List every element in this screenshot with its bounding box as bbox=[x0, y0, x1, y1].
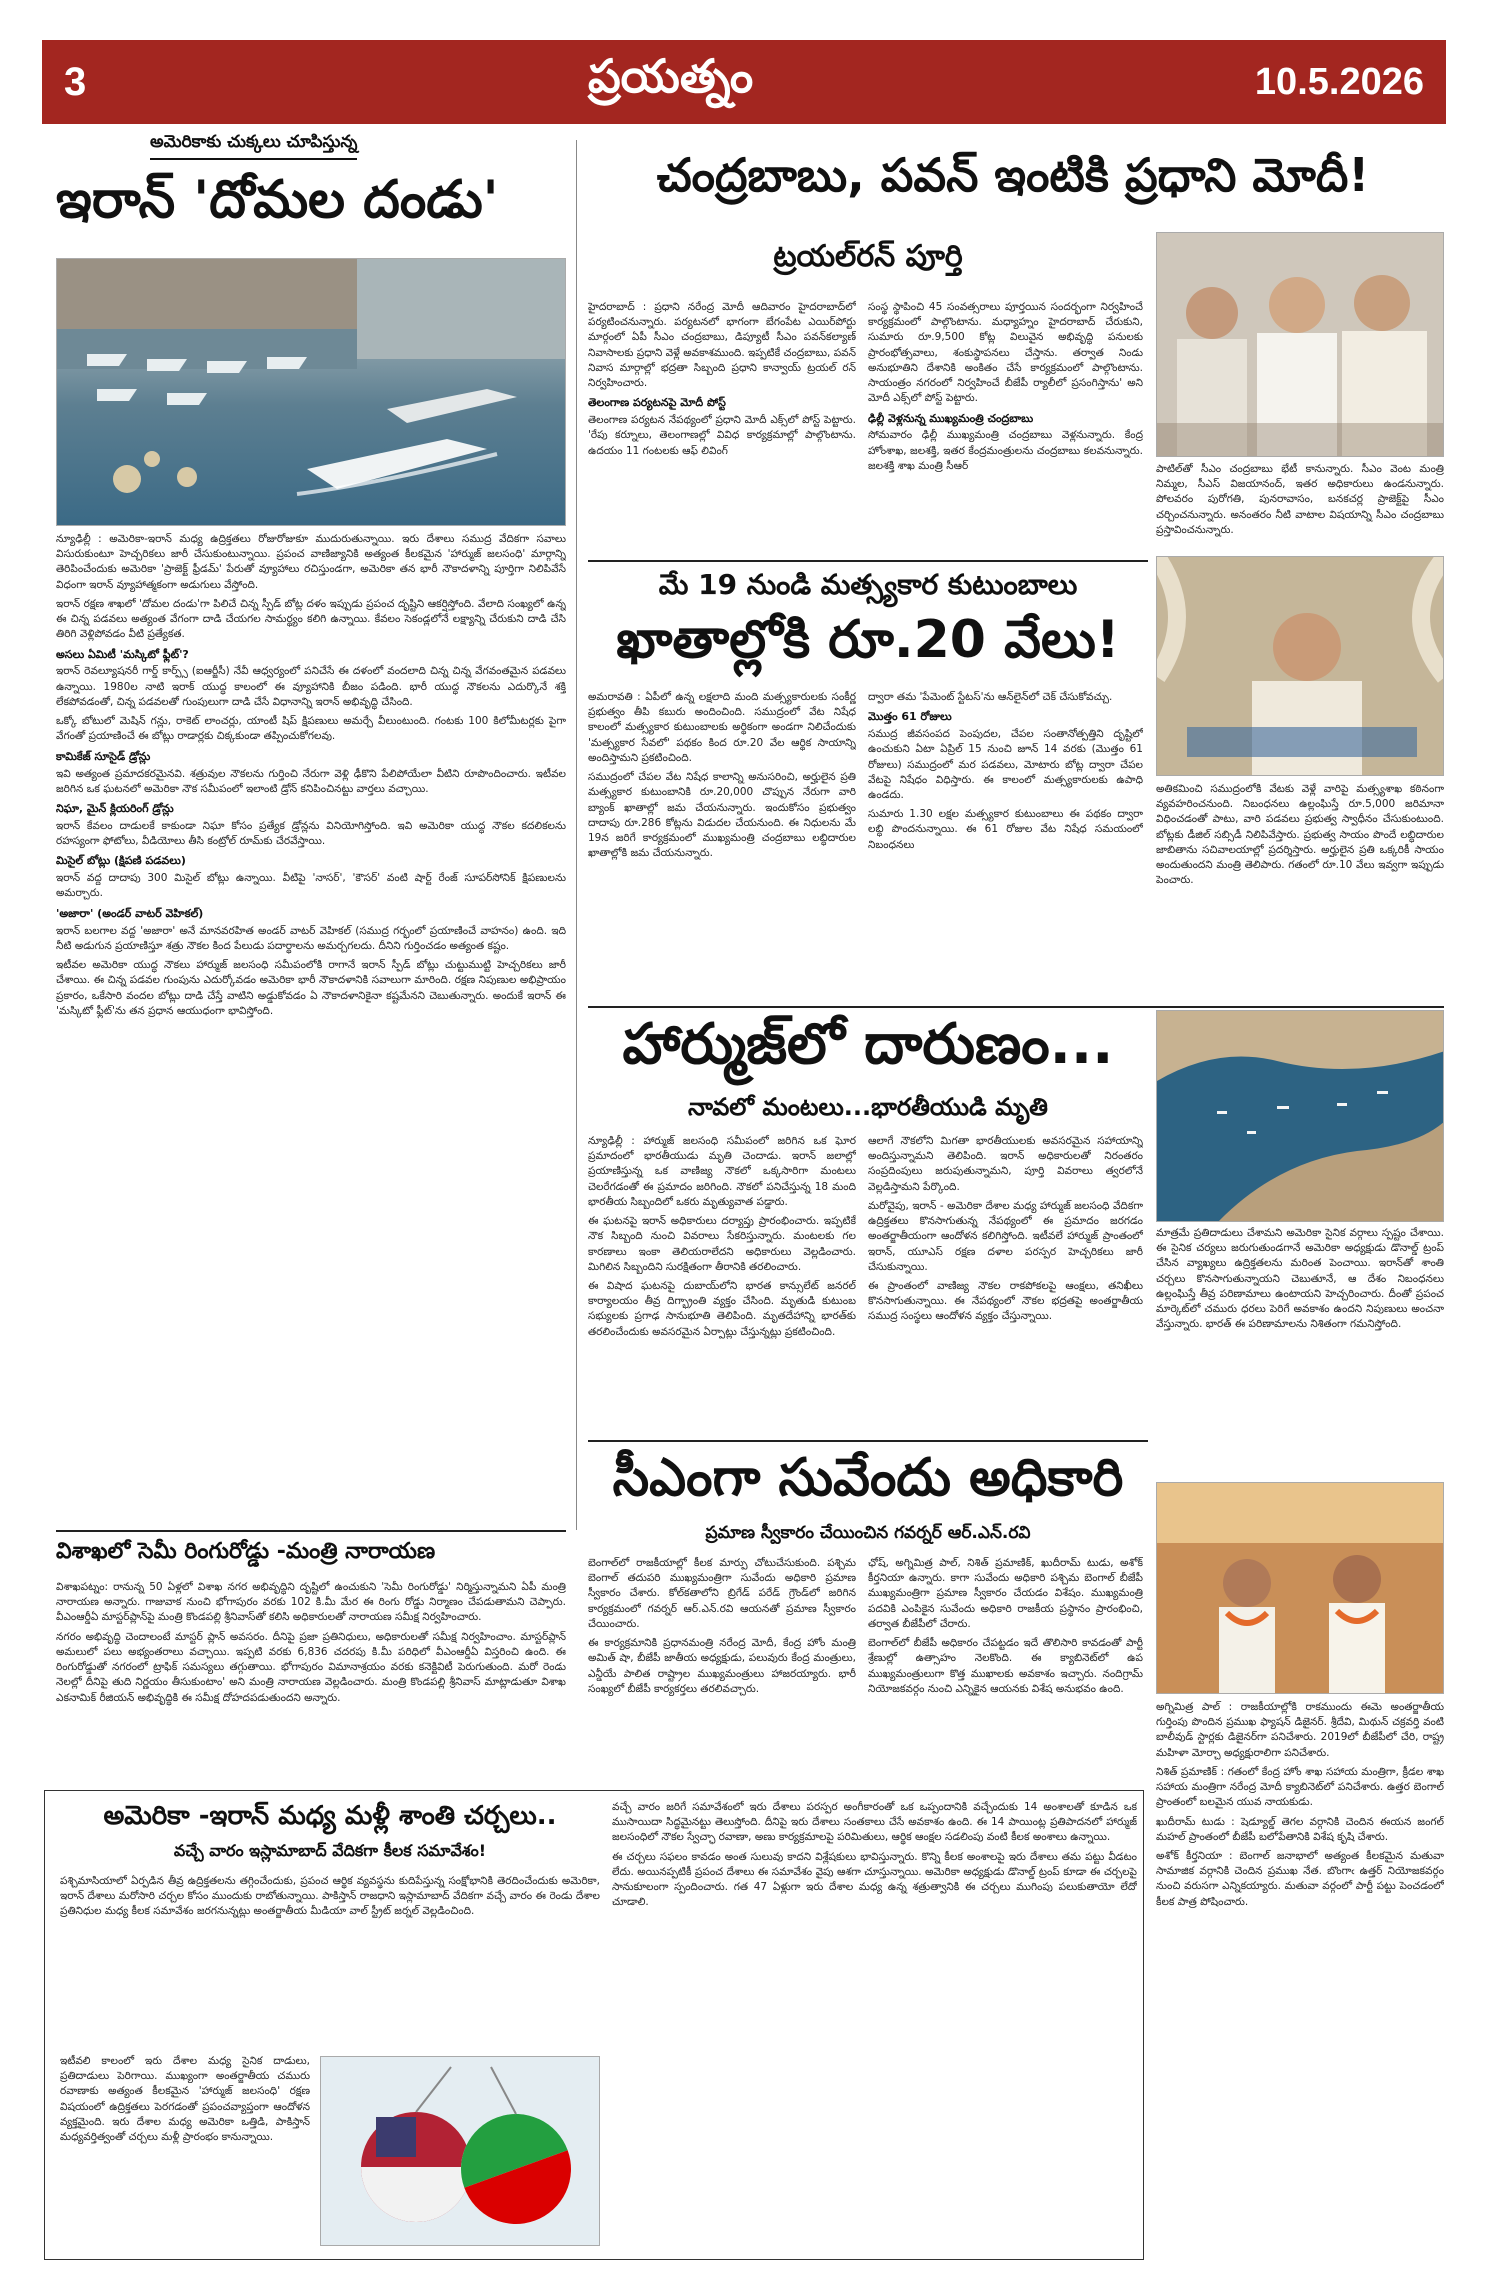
oath-ceremony-photo-icon bbox=[1157, 1483, 1444, 1694]
modi-para-3: సంస్థ స్థాపించి 45 సంవత్సరాలు పూర్తయిన సందర్భంగా నిర్వహించే కార్యక్రమంలో పాల్గొంటాను. మధ్యాహ్నం హైదరాబాద్ చేరుకుని, సుమారు రూ.9,500 కోట్ల విలువైన అభివృద్ధి పనులకు ప్రారంభోత్సవాలు, శంకుస్థాపనలు చేస్తాను. తర్వాత నిండు అనుభూతిని దేశానికి అంకితం చేసే కార్యక్రమంలో పాల్గొంటాను. సాయంత్రం నగరంలో నిర్వహించే బీజేపీ ర్యాలీలో ప్రసంగిస్తాను' అని మోదీ ఎక్స్‌లో పోస్ట్ పెట్టారు. bbox=[868, 301, 1143, 405]
modi-col-1 bbox=[588, 300, 856, 600]
suvendu-para-2: ఈ కార్యక్రమానికి ప్రధానమంత్రి నరేంద్ర మోదీ, కేంద్ర హోం మంత్రి అమిత్ షా, బీజేపీ జాతీయ అధ్యక్షుడు, పలువురు కేంద్ర మంత్రులు, ఎన్డీయే పాలిత రాష్ట్రాల ముఖ్యమంత్రులు హాజరయ్యారు. భారీ సంఖ్యలో బీజేపీ కార్యకర్తలు తరలివచ్చారు. bbox=[588, 1637, 856, 1695]
us-iran-flags-photo-icon bbox=[321, 2057, 600, 2246]
modi-subhead: ట్రయల్‌రన్ పూర్తి bbox=[773, 239, 963, 274]
peace-para-3: వచ్చే వారం జరిగే సమావేశంలో ఇరు దేశాలు పరస్పర అంగీకారంతో ఒక ఒప్పందానికి వచ్చేందుకు 14 అంశాలతో కూడిన ఒక ముసాయిదా సిద్ధమైనట్టు తెలుస్తోంది. దీనిపై ఇరు దేశాలు సంతకాలు చేసే అవకాశం ఉంది. ఈ 14 పాయింట్ల ప్రతిపాదనలో హార్ముజ్ జలసంధిలో నౌకల స్వేచ్ఛా రవాణా, అణు కార్యక్రమాలపై పరిమితులు, ఆర్థిక ఆంక్షల సడలింపు వంటి కీలక అంశాలు ఉన్నాయి. bbox=[612, 1801, 1137, 1844]
modi-para-4: సోమవారం ఢిల్లీ ముఖ్యమంత్రి చంద్రబాబు వెళ్లనున్నారు. కేంద్ర హోంశాఖ, జలశక్తి, ఇతర కేంద్రమంత్రులను చంద్రబాబు కలవనున్నారు. జలశక్తి శాఖ మంత్రి సీఆర్ bbox=[868, 429, 1143, 472]
fish-col-1 bbox=[588, 690, 856, 1000]
modi-caption: పాటిల్‌తో సీఎం చంద్రబాబు భేటీ కానున్నారు. సీఎం వెంట మంత్రి నిమ్మల, సీఎస్ విజయానంద్, ఇతర అధికారులు ఉండనున్నారు. పోలవరం పురోగతి, పునరావాసం, బనకచర్ల ప్రాజెక్ట్‌పై సీఎం చర్చించనున్నారు. అనంతరం నీటి వాటాల విషయాన్ని సీఎం చంద్రబాబు ప్రస్తావించనున్నారు. bbox=[1156, 463, 1444, 536]
vizag-para-2: నగరం అభివృద్ధి చెందాలంటే మాస్టర్ ప్లాన్ అవసరం. దీనిపై ప్రజా ప్రతినిధులు, అధికారులతో సమీక్ష నిర్వహించాం. మాస్టర్‌ప్లాన్ అమలులో పలు అభ్యంతరాలు వచ్చాయి. ఇప్పటి వరకు 6,836 చదరపు కి.మీ పరిధిలో వీఎంఆర్డీఏ విస్తరించి ఉంది. ఈ రింగురోడ్డుతో నగరంలో ట్రాఫిక్ సమస్యలు తగ్గుతాయి. భోగాపురం విమానాశ్రయం వరకు కనెక్టివిటీ పెరుగుతుంది. మరో రెండు నెలల్లో దీనిపై తుది నిర్ణయం తీసుకుంటాం' అని మంత్రి నారాయణ వెల్లడించారు. మంత్రి కొండపల్లి శ్రీనివాస్ మాట్లాడుతూ విశాఖ ఎకనామిక్ రీజియన్ అభివృద్ధికి ఈ సమీక్ష దోహదపడుతుందని అన్నారు. bbox=[56, 1630, 566, 1704]
fish-para-3: ద్వారా తమ 'పేమెంట్ స్టేటస్'ను ఆన్‌లైన్‌లో చెక్ చేసుకోవచ్చు. bbox=[868, 691, 1113, 703]
modi-col-2 bbox=[868, 300, 1143, 600]
iran-sub-4: మిసైల్ బోట్లు (క్షిపణి పడవలు) bbox=[56, 854, 186, 868]
modi-sub-2: ఢిల్లీ వెళ్లనున్న ముఖ్యమంత్రి చంద్రబాబు bbox=[868, 411, 1034, 425]
iran-kicker: అమెరికాకు చుక్కలు చూపిస్తున్న bbox=[150, 132, 357, 160]
speedboats-photo bbox=[56, 258, 566, 526]
iran-headline: ఇరాన్ 'దోమల దండు' bbox=[56, 170, 499, 230]
suvendu-para-4: బెంగాల్‌లో బీజేపీ అధికారం చేపట్టడం ఇదే తొలిసారి కావడంతో పార్టీ శ్రేణుల్లో ఉత్సాహం నెలకొంది. ఈ క్యాబినెట్‌లో ఉప ముఖ్యమంత్రులుగా కొత్త ముఖాలకు అవకాశం ఇచ్చారు. నందిగ్రామ్ నియోజకవర్గం నుంచి ఎన్నికైన ఆయనకు విశేష అనుభవం ఉంది. bbox=[868, 1637, 1143, 1695]
fish-sub-1: మొత్తం 61 రోజులు bbox=[868, 710, 952, 724]
vizag-para-1: విశాఖపట్నం: రానున్న 50 ఏళ్లలో విశాఖ నగర అభివృద్ధిని దృష్టిలో ఉంచుకుని 'సెమీ రింగురోడ్డు' నిర్మిస్తున్నామని ఏపీ మంత్రి నారాయణ అన్నారు. గాజువాక నుంచి భోగాపురం వరకు 102 కి.మీ మేర ఈ రింగు రోడ్డు నిర్మాణం చేపడుతామని చెప్పారు. వీఎంఆర్డీఏ మాస్టర్‌ప్లాన్‌పై మంత్రి కొండపల్లి శ్రీనివాస్‌తో కలిసి అధికారులతో నారాయణ సమీక్ష నిర్వహించారు. bbox=[56, 1581, 566, 1624]
divider-fish bbox=[588, 1006, 1444, 1008]
peace-para-1: పశ్చిమాసియాలో ఏర్పడిన తీవ్ర ఉద్రిక్తతలను తగ్గించేందుకు, ప్రపంచ ఆర్థిక వ్యవస్థను కుదిపేస్తున్న సంక్షోభానికి తెరదించేందుకు అమెరికా, ఇరాన్ దేశాలు మరోసారి చర్చల కోసం ముందుకు రాబోతున్నాయి. పాకిస్తాన్ రాజధాని ఇస్లామాబాద్ వేదికగా వచ్చే వారం ఈ రెండు దేశాల ప్రతినిధుల మధ్య కీలక సమావేశం జరగనున్నట్లు అంతర్జాతీయ మీడియా వాల్ స్ట్రీట్ జర్నల్ వెల్లడించింది. bbox=[60, 1875, 600, 1918]
newspaper-name: ప్రయత్నం bbox=[587, 49, 754, 103]
fish-col-2 bbox=[868, 690, 1143, 1000]
hormuz-para-6: ఈ ప్రాంతంలో వాణిజ్య నౌకల రాకపోకలపై ఆంక్షలు, తనిఖీలు కొనసాగుతున్నాయి. ఈ నేపథ్యంలో నౌకల భద్రతపై అంతర్జాతీయ సముద్ర సంస్థలు ఆందోళన వ్యక్తం చేస్తున్నాయి. bbox=[868, 1279, 1143, 1323]
side-para-4: అశోక్ కీర్తనియా : బెంగాల్ జనాభాలో అత్యంత కీలకమైన మతువా సామాజిక వర్గానికి చెందిన ప్రముఖ నేత. బొంగాఁ ఉత్తర్ నియోజకవర్గం నుంచి వరుసగా ఎన్నికయ్యారు. మతువా వర్గంలో పార్టీ పట్టు పెంచడంలో కీలక పాత్ర పోషించారు. bbox=[1156, 1849, 1444, 1908]
iran-para-6: ఇరాన్ కేవలం దాడులకే కాకుండా నిఘా కోసం ప్రత్యేక డ్రోన్లను వినియోగిస్తోంది. ఇవి అమెరికా యుద్ధ నౌకల కదలికలను రహస్యంగా ఫోటోలు, వీడియోలు తీసి కంట్రోల్ రూమ్‌కు చేరవేస్తాయి. bbox=[56, 819, 566, 848]
iran-sub-5: 'అజారా' (అండర్ వాటర్ వెహికల్) bbox=[56, 906, 204, 920]
suvendu-col-1 bbox=[588, 1556, 856, 1778]
peace-body-bottom bbox=[60, 2054, 310, 2250]
fish-para-1: అమరావతి : ఏపీలో ఉన్న లక్షలాది మంది మత్స్యకారులకు సంకీర్ణ ప్రభుత్వం తీపి కబురు అందించింది. సముద్రంలో వేట నిషేధ కాలంలో మత్స్యకార కుటుంబాలకు అర్థికంగా అండగా నిలిచేందుకు 'మత్స్యకార సేవలో' పథకం కింద రూ.20 వేల ఆర్థిక సాయాన్ని అందిస్తామని ప్రకటించింది. bbox=[588, 691, 856, 764]
leaders-photo-icon bbox=[1157, 233, 1444, 457]
hormuz-para-5: మరోవైపు, ఇరాన్ - అమెరికా దేశాల మధ్య హార్ముజ్ జలసంధి వేదికగా ఉద్రిక్తతలు కొనసాగుతున్న నేపథ్యంలో ఈ ప్రమాదం జరగడం అంతర్జాతీయంగా ఆందోళన కలిగిస్తోంది. ఇటీవలే హార్ముజ్ ప్రాంతంలో ఇరాన్, యూఎస్ రక్షణ దళాల పరస్పర హెచ్చరికలు జారీ చేసుకున్నాయి. bbox=[868, 1199, 1143, 1273]
modi-para-2: తెలంగాణ పర్యటన నేపథ్యంలో ప్రధాని మోదీ ఎక్స్‌లో పోస్ట్ పెట్టారు. 'రేపు కర్నూలు, తెలంగాణల్లో వివిధ కార్యక్రమాల్లో పాల్గొంటాను. ఉదయం 11 గంటలకు ఆఫ్ లివింగ్ bbox=[588, 414, 856, 457]
hormuz-photo bbox=[1156, 1010, 1444, 1222]
modi-photo bbox=[1156, 232, 1444, 457]
hormuz-para-3: ఈ విషాద ఘటనపై దుబాయ్‌లోని భారత కాన్సులేట్ జనరల్ కార్యాలయం తీవ్ర దిగ్భ్రాంతి వ్యక్తం చేసింది. మృతుడి కుటుంబ సభ్యులకు ప్రగాఢ సానుభూతి తెలిపింది. మృతదేహాన్ని భారత్‌కు తరలించేందుకు అవసరమైన ఏర్పాట్లు చేస్తున్నట్లు ప్రకటించింది. bbox=[588, 1279, 856, 1338]
iran-sub-2: కామికేజ్ సూసైడ్ డ్రోన్లు bbox=[56, 749, 151, 763]
masthead bbox=[42, 40, 1446, 124]
peace-photo bbox=[320, 2056, 600, 2246]
iran-para-8: ఇరాన్ బలగాల వద్ద 'అజారా' అనే మానవరహిత అండర్ వాటర్ వెహికల్ (సముద్ర గర్భంలో ప్రయాణించే వాహనం) ఉంది. ఇది నీటి అడుగున ప్రయాణిస్తూ శత్రు నౌకల కింద పేలుడు పదార్థాలను అమర్చగలదు. దీనిని గుర్తించడం అత్యంత కష్టం. bbox=[56, 924, 566, 952]
hormuz-headline: హార్ముజ్‌లో దారుణం... bbox=[622, 1012, 1114, 1077]
iran-para-1: న్యూఢిల్లీ : అమెరికా-ఇరాన్ మధ్య ఉద్రిక్తతలు రోజురోజుకూ ముదురుతున్నాయి. ఇరు దేశాలు సముద్ర వేదికగా సవాలు విసురుకుంటూ హెచ్చరికలు జారీ చేసుకుంటున్నాయి. ప్రపంచ వాణిజ్యానికి అత్యంత కీలకమైన 'హార్ముజ్ జలసంధి' మార్గాన్ని తెరిపించేందుకు అమెరికా 'ప్రాజెక్ట్ ఫ్రీడమ్' పేరుతో వ్యూహాలు రచిస్తుండగా, అమెరికా తన భారీ నౌకాదళాన్ని పూర్తిగా నిలిపివేసే విధంగా ఇరాన్ వ్యూహాత్మకంగా అడుగులు వేస్తోంది. bbox=[56, 533, 566, 591]
side-para-2: నిశిత్ ప్రమాణిక్ : గతంలో కేంద్ర హోం శాఖ సహాయ మంత్రిగా, క్రీడల శాఖ సహాయ మంత్రిగా నరేంద్ర మోదీ క్యాబినెట్‌లో పనిచేశారు. ఉత్తర బెంగాల్ ప్రాంతంలో బలమైన యువ నాయకుడు. bbox=[1156, 1765, 1444, 1809]
hormuz-para-4: ఆలాగే నౌకలోని మిగతా భారతీయులకు అవసరమైన సహాయాన్ని అందిస్తున్నామని తెలిపింది. ఇరాన్ అధికారులతో నిరంతరం సంప్రదింపులు జరుపుతున్నామని, పూర్తి వివరాలు త్వరలోనే వెల్లడిస్తామని పేర్కొంది. bbox=[868, 1135, 1143, 1193]
peace-body-top bbox=[60, 1874, 600, 2054]
suvendu-side-col bbox=[1156, 1700, 1444, 2260]
side-para-3: ఖుదీరామ్ టుడు : షెడ్యూల్డ్ తెగల వర్గానికి చెందిన ఈయన జంగల్ మహల్ ప్రాంతంలో బీజేపీ బలోపేతానికి విశేష కృషి చేశారు. bbox=[1156, 1815, 1444, 1843]
iran-sub-1: అసలు ఏమిటీ 'మస్కిటో ఫ్లీట్'? bbox=[56, 647, 189, 661]
suvendu-para-1: బెంగాల్‌లో రాజకీయాల్లో కీలక మార్పు చోటుచేసుకుంది. పశ్చిమ బెంగాల్ తదుపరి ముఖ్యమంత్రిగా సువేందు అధికారి ప్రమాణ స్వీకారం చేశారు. కోల్‌కతాలోని బ్రిగేడ్ పరేడ్ గ్రౌండ్‌లో జరిగిన కార్యక్రమంలో గవర్నర్ ఆర్.ఎన్.రవి ఆయనతో ప్రమాణ స్వీకారం చేయించారు. bbox=[588, 1557, 856, 1630]
cm-photo bbox=[1156, 556, 1444, 776]
peace-headline: అమెరికా -ఇరాన్ మధ్య మళ్లీ శాంతి చర్చలు.. bbox=[103, 1801, 557, 1831]
iran-para-2: ఇరాన్ రక్షణ శాఖలో 'దోమల దండు'గా పిలిచే చిన్న స్పీడ్ బోట్ల దళం ఇప్పుడు ప్రపంచ దృష్టిని ఆకర్షిస్తోంది. వేలాది సంఖ్యలో ఉన్న ఈ చిన్న పడవలు అత్యంత వేగంగా దాడి చేయగల సామర్థ్యం కలిగి ఉన్నాయి. కేవలం సెకండ్లలోనే లక్ష్యాన్ని చేరుకుని దాడి చేసి తిరిగి వెళ్లిపోవడం వీటి ప్రత్యేకత. bbox=[56, 597, 566, 641]
hormuz-para-1: న్యూఢిల్లీ : హార్ముజ్ జలసంధి సమీపంలో జరిగిన ఒక ఘోర ప్రమాదంలో భారతీయుడు మృతి చెందాడు. ఇరాన్ జలాల్లో ప్రయాణిస్తున్న ఒక వాణిజ్య నౌకలో ఒక్కసారిగా మంటలు చెలరేగడంతో ఈ ప్రమాదం జరిగింది. నౌకలో పనిచేస్తున్న 18 మంది భారతీయ సిబ్బందిలో ఒకరు మృత్యువాత పడ్డారు. bbox=[588, 1135, 856, 1208]
suvendu-subhead: ప్రమాణ స్వీకారం చేయించిన గవర్నర్ ఆర్.ఎన్.రవి bbox=[705, 1523, 1031, 1543]
iran-kicker-wrap bbox=[150, 132, 357, 160]
strait-aerial-photo-icon bbox=[1157, 1011, 1444, 1222]
fish-para-4: సముద్ర జీవసంపద పెంపుదల, చేపల సంతానోత్పత్తిని దృష్టిలో ఉంచుకుని ఏటా ఏప్రిల్ 15 నుంచి జూన్ 14 వరకు (మొత్తం 61 రోజులు) సముద్రంలో మర పడవలు, మోటారు బోట్ల ద్వారా చేపల వేటపై నిషేధం విధిస్తారు. ఈ కాలంలో మత్స్యకారులకు ఉపాధి ఉండదు. bbox=[868, 728, 1143, 802]
hormuz-para-2: ఈ ఘటనపై ఇరాన్ అధికారులు దర్యాప్తు ప్రారంభించారు. ఇప్పటికే నౌక సిబ్బంది నుంచి వివరాలు సేకరిస్తున్నారు. మంటలకు గల కారణాలు ఇంకా తెలియరాలేదని అధికారులు వెల్లడించారు. మిగిలిన సిబ్బందిని సురక్షితంగా తీరానికి తరలించారు. bbox=[588, 1215, 856, 1273]
side-para-1: అగ్నిమిత్ర పాల్ : రాజకీయాల్లోకి రాకముందు ఈమె అంతర్జాతీయ గుర్తింపు పొందిన ప్రముఖ ఫ్యాషన్ డిజైనర్. శ్రీదేవి, మిథున్ చక్రవర్తి వంటి బాలీవుడ్ స్టార్లకు డిజైనర్‌గా పనిచేశారు. 2019లో బీజేపీలో చేరి, రాష్ట్ర మహిళా మోర్చా అధ్యక్షురాలిగా పనిచేశారు. bbox=[1156, 1701, 1444, 1759]
iran-para-9: ఇటీవల అమెరికా యుద్ధ నౌకలు హార్ముజ్ జలసంధి సమీపంలోకి రాగానే ఇరాన్ స్పీడ్ బోట్లు చుట్టుముట్టి హెచ్చరికలు జారీ చేశాయి. ఈ చిన్న పడవల గుంపును ఎదుర్కోవడం అమెరికా భారీ నౌకాదళానికి సవాలుగా మారింది. రక్షణ నిపుణుల అభిప్రాయం ప్రకారం, ఒకేసారి వందల బోట్లు దాడి చేస్తే వాటిని అడ్డుకోవడం ఏ నౌకాదళానికైనా కష్టమేనని చెబుతున్నారు. అందుకే ఇరాన్ ఈ 'మస్కిటో ఫ్లీట్'ను తన ప్రధాన ఆయుధంగా భావిస్తోంది. bbox=[56, 959, 566, 1017]
fish-headline: ఖాతాల్లోకి రూ.20 వేలు! bbox=[616, 610, 1120, 670]
speedboats-photo-icon bbox=[57, 259, 566, 526]
iran-body bbox=[56, 532, 566, 1522]
modi-sub-1: తెలంగాణ పర్యటనపై మోదీ పోస్ట్ bbox=[588, 396, 726, 410]
hormuz-subhead: నావలో మంటలు...భారతీయుడి మృతి bbox=[688, 1093, 1048, 1121]
suvendu-headline: సీఎంగా సువేందు అధికారి bbox=[612, 1448, 1124, 1508]
iran-para-7: ఇరాన్ వద్ద దాదాపు 300 మిసైల్ బోట్లు ఉన్నాయి. వీటిపై 'నాసర్', 'కౌసర్' వంటి షార్ట్ రేంజ్ సూపర్‌సోనిక్ క్షిపణులను అమర్చారు. bbox=[56, 872, 566, 900]
peace-para-2: ఇటీవలి కాలంలో ఇరు దేశాల మధ్య సైనిక దాడులు, ప్రతిదాడులు పెరిగాయి. ముఖ్యంగా అంతర్జాతీయ చమురు రవాణాకు అత్యంత కీలకమైన 'హార్ముజ్ జలసంధి' రక్షణ విషయంలో ఉద్రిక్తతలు పెరగడంతో ప్రపంచవ్యాప్తంగా ఆందోళన వ్యక్తమైంది. ఇరు దేశాల మధ్య అమెరికా ఒత్తిడి, పాకిస్తాన్ మధ్యవర్తిత్వంతో చర్చలు మళ్లీ ప్రారంభం కానున్నాయి. bbox=[60, 2055, 310, 2144]
modi-headline: చంద్రబాబు, పవన్ ఇంటికి ప్రధాని మోదీ! bbox=[656, 148, 1370, 202]
peace-para-4: ఈ చర్చలు సఫలం కావడం అంత సులువు కాదని విశ్లేషకులు భావిస్తున్నారు. కొన్ని కీలక అంశాలపై ఇరు దేశాలు తమ పట్టు వీడటం లేదు. అయినప్పటికీ ప్రపంచ దేశాలు ఈ సమావేశం వైపు ఆశగా చూస్తున్నాయి. అమెరికా అధ్యక్షుడు డొనాల్డ్ ట్రంప్ కూడా ఈ చర్చలపై సానుకూలంగా స్పందించారు. గత 47 ఏళ్లుగా ఇరు దేశాల మధ్య ఉన్న శత్రుత్వానికి ఈ చర్చలు ముగింపు పలుకుతాయో లేదో చూడాలి. bbox=[612, 1850, 1137, 1909]
suvendu-photo bbox=[1156, 1482, 1444, 1694]
fish-kicker: మే 19 నుండి మత్స్యకార కుటుంబాలు bbox=[658, 568, 1078, 601]
iran-sub-3: నిఘా, మైన్ క్లియరింగ్ డ్రోన్లు bbox=[56, 801, 174, 815]
issue-date: 10.5.2026 bbox=[1254, 60, 1424, 103]
modi-para-1: హైదరాబాద్ : ప్రధాని నరేంద్ర మోదీ ఆదివారం హైదరాబాద్‌లో పర్యటించనున్నారు. పర్యటనలో భాగంగా బేగంపేట ఎయిర్‌పోర్టు మార్గంలో ఏపీ సీఎం చంద్రబాబు, డిప్యూటీ సీఎం పవన్‌కల్యాణ్ నివాసాలకు ప్రధాని వెళ్లే అవకాశముంది. ఇప్పటికే చంద్రబాబు, పవన్ నివాస మార్గాల్లో భద్రతా సిబ్బంది ప్రధాని కాన్వాయ్ ట్రయల్ రన్ నిర్వహించారు. bbox=[588, 301, 856, 390]
hormuz-col-1 bbox=[588, 1134, 856, 1434]
vizag-body bbox=[56, 1580, 566, 1780]
iran-para-5: ఇవి అత్యంత ప్రమాదకరమైనవి. శత్రువుల నౌకలను గుర్తించి నేరుగా వెళ్లి ఢీకొని పేలిపోయేలా వీటిని రూపొందించారు. ఇటీవల జరిగిన ఒక ఘటనలో అమెరికా నౌక సమీపంలో ఇలాంటి డ్రోన్ కనిపించినట్టు వార్తలు వచ్చాయి. bbox=[56, 767, 566, 795]
iran-para-4: ఒక్కో బోటులో మెషిన్ గన్లు, రాకెట్ లాంచర్లు, యాంటీ షిప్ క్షిపణులు అమర్చే వీలుంటుంది. గంటకు 100 కిలోమీటర్లకు పైగా వేగంతో ప్రయాణించే ఈ బోట్లు రాడార్లకు చిక్కకుండా తప్పించుకోగలవు. bbox=[56, 715, 566, 743]
suvendu-para-3: ఛోష్, అగ్నిమిత్ర పాల్, నిశిత్ ప్రమాణిక్, ఖుదీరామ్ టుడు, అశోక్ కీర్తనియా ఉన్నారు. కాగా సువేందు అధికారి పశ్చిమ బెంగాల్ బీజేపీ ముఖ్యమంత్రిగా ప్రమాణ స్వీకారం చేయడం విశేషం. ముఖ్యమంత్రి పదవికి ఎంపికైన సువేందు అధికారి రాజకీయ ప్రస్థానం ప్రారంభించి, తర్వాత బీజేపీలో చేరారు. bbox=[868, 1557, 1143, 1630]
hormuz-col-2 bbox=[868, 1134, 1143, 1434]
fish-para-2: సముద్రంలో చేపల వేట నిషేధ కాలాన్ని అనుసరించి, అర్హులైన ప్రతి మత్స్యకార కుటుంబానికి రూ.20,000 చొప్పున నేరుగా వారి బ్యాంక్ ఖాతాల్లో జమ చేయనున్నారు. ఇందుకోసం ప్రభుత్వం దాదాపు రూ.286 కోట్లను విడుదల చేయనుంది. ఈ నిధులను మే 19న జరిగే కార్యక్రమంలో ముఖ్యమంత్రి చంద్రబాబు లబ్ధిదారుల ఖాతాల్లోకి జమ చేయనున్నారు. bbox=[588, 771, 856, 860]
suvendu-col-2 bbox=[868, 1556, 1143, 1778]
divider-modi bbox=[588, 560, 1148, 562]
column-divider bbox=[576, 140, 577, 1530]
divider-vizag bbox=[56, 1530, 566, 1532]
hormuz-caption: మాత్రమే ప్రతిదాడులు చేశామని అమెరికా సైనిక వర్గాలు స్పష్టం చేశాయి. ఈ సైనిక చర్యలు జరుగుతుండగానే అమెరికా అధ్యక్షుడు డొనాల్డ్ ట్రంప్ చేసిన వ్యాఖ్యలు ఉద్రిక్తతలను మరింత పెంచాయి. ఇరాన్‌తో శాంతి చర్చలు కొనసాగుతున్నాయని చెబుతూనే, ఆ దేశం నిబంధనలు ఉల్లంఘిస్తే తీవ్ర పరిణామాలు ఉంటాయని హెచ్చరించారు. దీంతో ప్రపంచ మార్కెట్‌లో చమురు ధరలు పెరిగే అవకాశం ఉందని నిపుణులు అంచనా వేస్తున్నారు. భారత్ ఈ పరిణామాలను నిశితంగా గమనిస్తోంది. bbox=[1156, 1227, 1444, 1331]
fish-para-5: సుమారు 1.30 లక్షల మత్స్యకార కుటుంబాలు ఈ పథకం ద్వారా లబ్ధి పొందనున్నాయి. ఈ 61 రోజుల వేట నిషేధ సమయంలో నిబంధనలు bbox=[868, 808, 1143, 851]
chief-minister-photo-icon bbox=[1157, 557, 1444, 776]
peace-subhead: వచ్చే వారం ఇస్లామాబాద్ వేదికగా కీలక సమావేశం! bbox=[173, 1841, 487, 1860]
fish-caption: అతికమించి సముద్రంలోకి వేటకు వెళ్లే వారిపై మత్స్యశాఖ కఠినంగా వ్యవహరించనుంది. నిబంధనలు ఉల్లంఘిస్తే రూ.5,000 జరిమానా విధించడంతో పాటు, వారి పడవలు ప్రభుత్వ స్వాధీనం చేసుకుంటుంది. బోట్లకు డీజిల్ సబ్సిడీ నిలిపివేస్తారు. ప్రభుత్వ సాయం పొందే లబ్ధిదారుల జాబితాను సచివాలయాల్లో ప్రదర్శిస్తారు. అర్హులైన ప్రతి ఒక్కరికీ సాయం అందుతుందని మంత్రి తెలిపారు. గతంలో రూ.10 వేలు ఇవ్వగా ఇప్పుడు పెంచారు. bbox=[1156, 783, 1444, 887]
peace-col-2 bbox=[612, 1800, 1137, 2252]
divider-hormuz bbox=[588, 1440, 1148, 1442]
vizag-headline: విశాఖలో సెమీ రింగురోడ్డు -మంత్రి నారాయణ bbox=[56, 1539, 436, 1564]
page-number: 3 bbox=[64, 59, 87, 104]
iran-para-3: ఇరాన్ రెవల్యూషనరీ గార్డ్ కార్ప్స్ (ఐఆర్జీసీ) నేవీ ఆధ్వర్యంలో పనిచేసే ఈ దళంలో వందలాది చిన్న చిన్న వేగవంతమైన పడవలు ఉన్నాయి. 1980ల నాటి ఇరాక్ యుద్ధ కాలంలో ఈ వ్యూహానికి బీజం పడింది. భారీ యుద్ధ నౌకలను ఎదుర్కొనే శక్తి లేకపోవడంతో, చిన్న పడవలతో గుంపులుగా దాడి చేసే విధానాన్ని ఇరాన్ అభివృద్ధి చేసింది. bbox=[56, 665, 566, 708]
